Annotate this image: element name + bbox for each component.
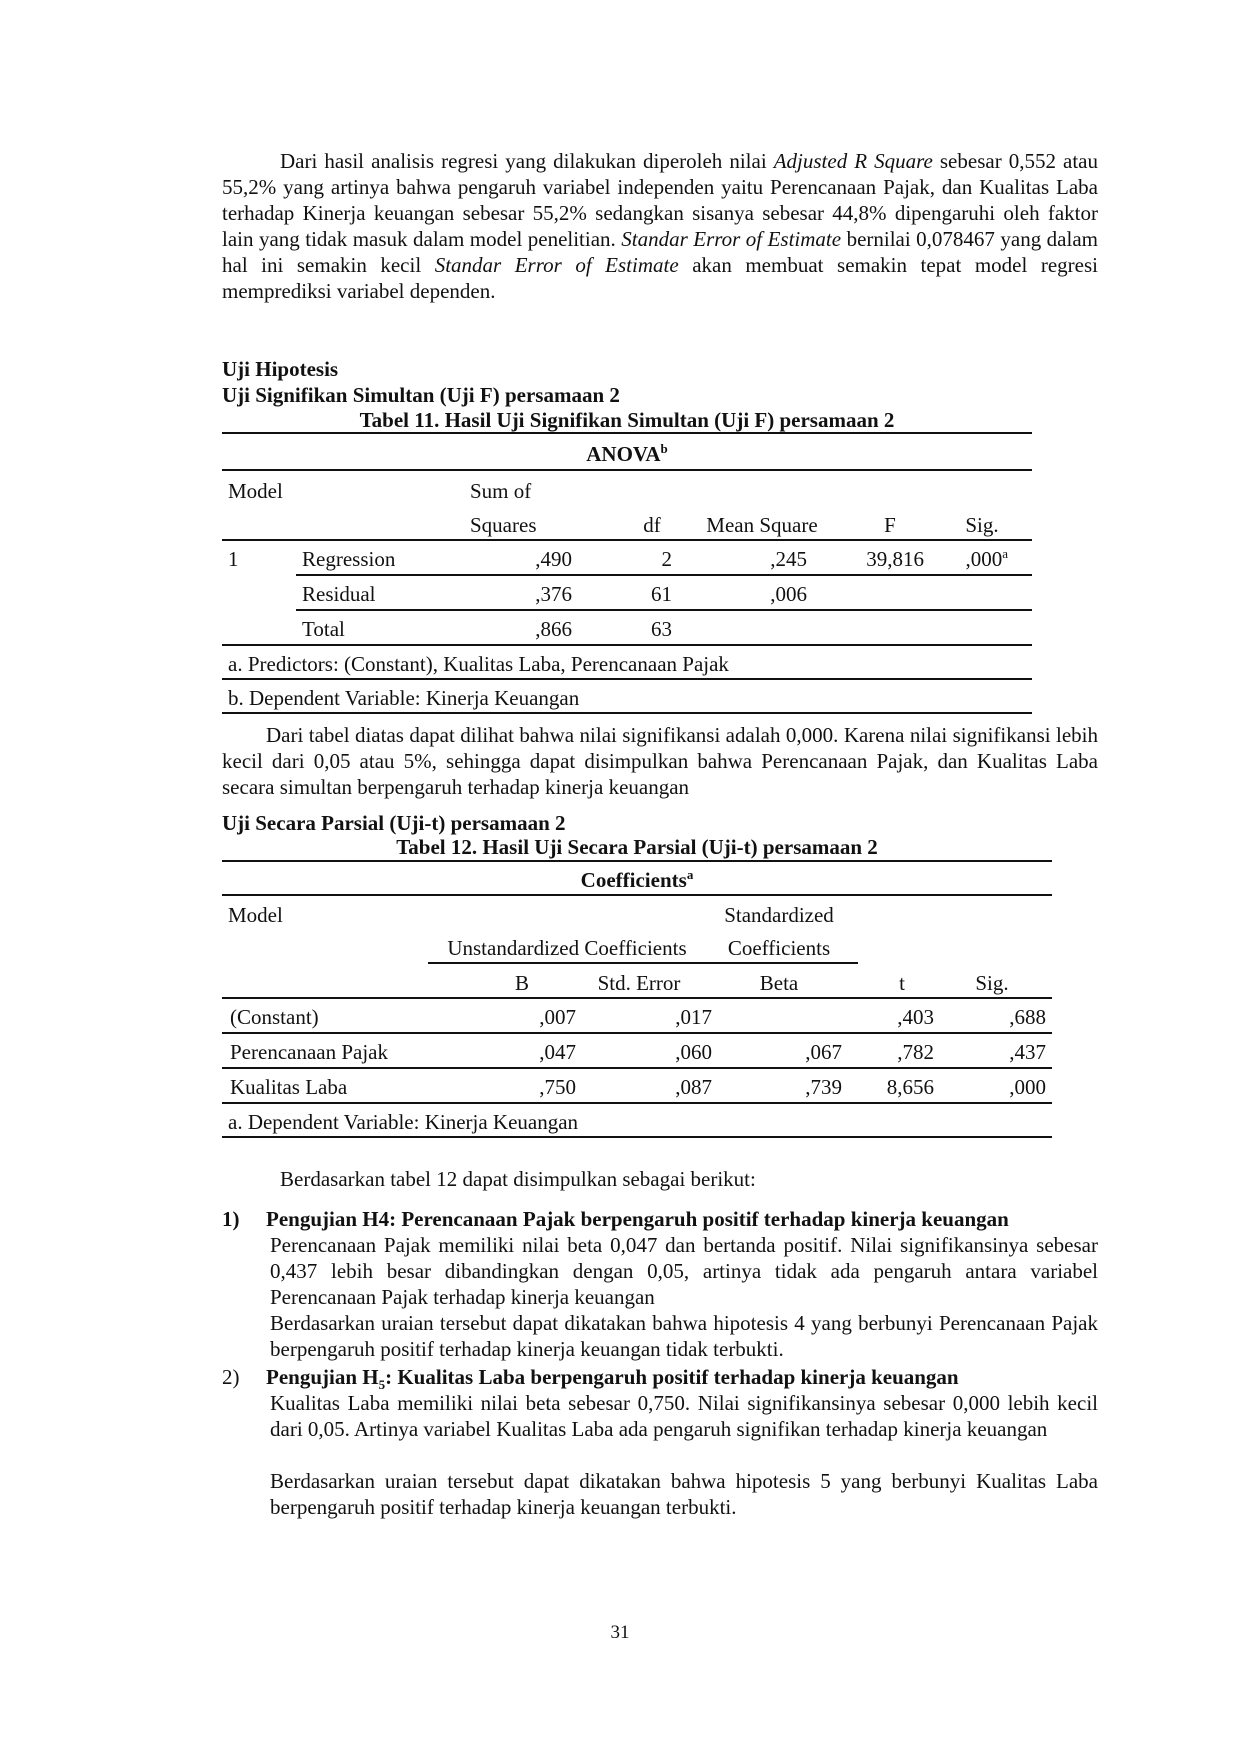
cell-se: ,060 <box>675 1040 712 1064</box>
table12-note-a: a. Dependent Variable: Kinerja Keuangan <box>228 1110 579 1134</box>
cell-se: ,017 <box>675 1005 712 1029</box>
hypothesis-number: 1) <box>222 1207 240 1231</box>
col-ss-2: Squares <box>470 513 537 537</box>
col-df: df <box>643 513 661 537</box>
rule <box>222 1032 1052 1034</box>
cell-b: ,007 <box>539 1005 576 1029</box>
col-std-1: Standardized <box>724 903 834 927</box>
model-number: 1 <box>228 547 239 571</box>
row-label: Kualitas Laba <box>230 1075 348 1099</box>
cell-df: 2 <box>661 547 672 571</box>
rule <box>222 1067 1052 1069</box>
col-se: Std. Error <box>597 971 681 995</box>
cell-t: ,403 <box>897 1005 934 1029</box>
rule <box>222 539 1032 541</box>
table11-note-b: b. Dependent Variable: Kinerja Keuangan <box>228 686 580 710</box>
hypothesis-body-1: Perencanaan Pajak memiliki nilai beta 0,047 dan bertanda positif. Nilai signifikansinya sebesar 0,437 lebih besar dibandingkan dengan 0,05, artinya tidak ada pengaruh antara variabel Perencanaan Pajak terhadap kinerja keuangan <box>270 1233 1098 1309</box>
intro-paragraph <box>222 148 1098 304</box>
hypothesis-title: Pengujian H4: Perencanaan Pajak berpengaruh positif terhadap kinerja keuangan <box>266 1207 1009 1231</box>
table11-heading: ANOVA$^b$ <box>586 441 668 466</box>
cell-df: 63 <box>651 617 672 641</box>
conclusion-intro: Berdasarkan tabel 12 dapat disimpulkan sebagai berikut: <box>280 1167 756 1191</box>
rule <box>222 894 1052 896</box>
rule <box>296 574 1032 576</box>
cell-sig: ,000 <box>1009 1075 1046 1099</box>
section-title: Uji Hipotesis <box>222 357 339 381</box>
intro-term-see-2: Standar Error of Estimate <box>434 253 679 277</box>
hypothesis-item-2 <box>222 1364 1098 1534</box>
row-label: Residual <box>302 582 376 606</box>
col-b: B <box>514 971 529 995</box>
cell-t: ,782 <box>897 1040 934 1064</box>
rule <box>222 469 1032 471</box>
hypothesis-body-1: Kualitas Laba memiliki nilai beta sebesar 0,750. Nilai signifikansinya sebesar 0,000 lebih kecil dari 0,05. Artinya variabel Kualitas Laba ada pengaruh signifikan terhadap kinerja keuangan <box>270 1391 1098 1441</box>
col-sig: Sig. <box>965 513 999 537</box>
col-t: t <box>899 971 905 995</box>
cell-df: 61 <box>651 582 672 606</box>
intro-text-3: bernilai 0,078467 yang dalam hal ini semakin kecil <box>222 227 1098 277</box>
table11-anova <box>222 432 1032 712</box>
rule <box>222 644 1032 646</box>
cell-beta: ,067 <box>805 1040 842 1064</box>
cell-ss: ,376 <box>535 582 572 606</box>
intro-text-4: akan membuat semakin tepat model regresi memprediksi variabel dependen. <box>222 253 1098 303</box>
rule <box>222 678 1032 680</box>
row-label: (Constant) <box>230 1005 319 1029</box>
cell-ss: ,866 <box>535 617 572 641</box>
cell-sig: ,000$^a$ <box>965 546 1008 571</box>
row-label: Perencanaan Pajak <box>230 1040 389 1064</box>
col-model: Model <box>228 903 283 927</box>
rule <box>222 1136 1052 1138</box>
hypothesis-title: Pengujian $H_5$: Kualitas Laba berpengaruh positif terhadap kinerja keuangan <box>266 1365 959 1393</box>
col-beta: Beta <box>759 971 799 995</box>
col-f: F <box>884 513 896 537</box>
cell-sig: ,688 <box>1009 1005 1046 1029</box>
cell-b: ,047 <box>539 1040 576 1064</box>
cell-ss: ,490 <box>535 547 572 571</box>
rule <box>222 1102 1052 1104</box>
table12-coefficients <box>222 860 1052 1136</box>
table12-caption: Tabel 12. Hasil Uji Secara Parsial (Uji-t) persamaan 2 <box>396 835 878 859</box>
col-unstd: Unstandardized Coefficients <box>447 936 687 960</box>
col-std-2: Coefficients <box>727 936 831 960</box>
paragraph-uji-f: Dari tabel diatas dapat dilihat bahwa nilai signifikansi adalah 0,000. Karena nilai signifikansi lebih kecil dari 0,05 atau 5%, sehingga dapat disimpulkan bahwa Perencanaan Pajak, dan Kualitas Laba secara simultan berpengaruh terhadap kinerja keuangan <box>222 723 1098 799</box>
table12-heading: Coefficients$^a$ <box>580 867 694 892</box>
intro-term-adjusted-r: Adjusted R Square <box>773 149 933 173</box>
rule <box>222 860 1052 862</box>
intro-text-2: sebesar 0,552 atau 55,2% yang artinya bahwa pengaruh variabel independen yaitu Perencanaan Pajak, dan Kualitas Laba terhadap Kinerja keuangan sebesar 55,2% sedangkan sisanya sebesar 44,8% dipengaruhi oleh faktor lain yang tidak masuk dalam model penelitian. <box>222 149 1099 251</box>
table11-caption: Tabel 11. Hasil Uji Signifikan Simultan (Uji F) persamaan 2 <box>359 408 895 432</box>
rule <box>428 962 858 964</box>
intro-term-see-1: Standar Error of Estimate <box>621 227 842 251</box>
cell-ms: ,245 <box>770 547 807 571</box>
col-model: Model <box>228 479 283 503</box>
hypothesis-number: 2) <box>222 1365 240 1389</box>
cell-sig: ,437 <box>1009 1040 1046 1064</box>
hypothesis-body-2: Berdasarkan uraian tersebut dapat dikatakan bahwa hipotesis 4 yang berbunyi Perencanaan Pajak berpengaruh positif terhadap kinerja keuangan tidak terbukti. <box>270 1311 1098 1361</box>
subtitle-uji-f: Uji Signifikan Simultan (Uji F) persamaan 2 <box>222 383 620 407</box>
row-label: Total <box>302 617 345 641</box>
rule <box>296 609 1032 611</box>
cell-b: ,750 <box>539 1075 576 1099</box>
col-ss-1: Sum of <box>470 479 532 503</box>
col-ms: Mean Square <box>706 513 818 537</box>
hypothesis-body-2: Berdasarkan uraian tersebut dapat dikatakan bahwa hipotesis 5 yang berbunyi Kualitas Laba berpengaruh positif terhadap kinerja keuangan terbukti. <box>270 1469 1098 1519</box>
cell-t: 8,656 <box>886 1075 934 1099</box>
row-label: Regression <box>302 547 396 571</box>
subtitle-uji-t: Uji Secara Parsial (Uji-t) persamaan 2 <box>222 811 566 835</box>
page-number: 31 <box>610 1622 630 1643</box>
rule <box>222 997 1052 999</box>
cell-f: 39,816 <box>866 547 924 571</box>
rule <box>222 432 1032 434</box>
cell-ms: ,006 <box>770 582 807 606</box>
cell-beta: ,739 <box>805 1075 842 1099</box>
hypothesis-item-1 <box>222 1206 1098 1366</box>
rule <box>222 712 1032 714</box>
table11-note-a: a. Predictors: (Constant), Kualitas Laba, Perencanaan Pajak <box>228 652 729 676</box>
intro-text-1: Dari hasil analisis regresi yang dilakukan diperoleh nilai <box>280 149 774 173</box>
cell-se: ,087 <box>675 1075 712 1099</box>
col-sig: Sig. <box>975 971 1009 995</box>
